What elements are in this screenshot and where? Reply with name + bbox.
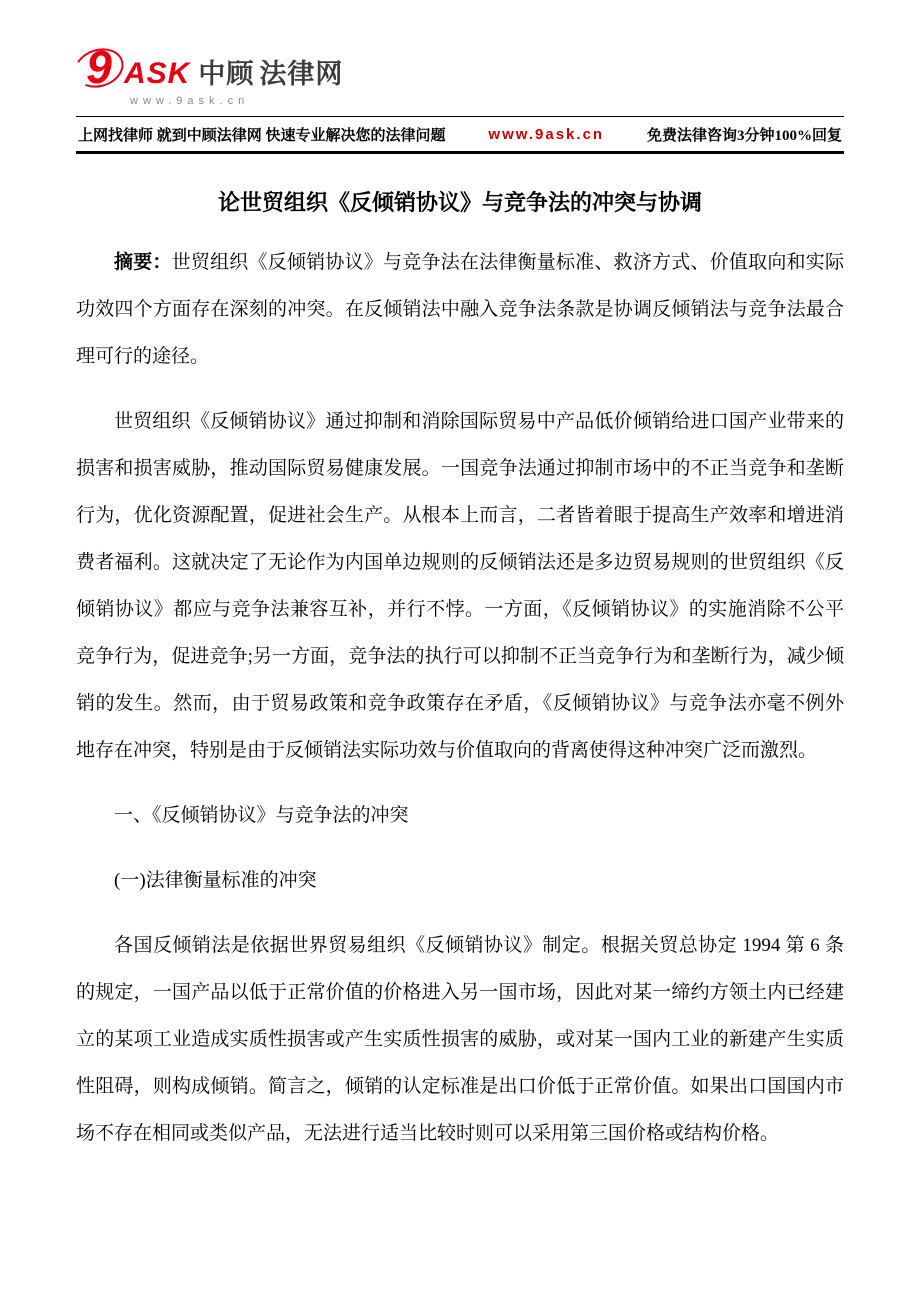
tagline-website-link[interactable]: www.9ask.cn: [488, 126, 605, 143]
article-title: 论世贸组织《反倾销协议》与竞争法的冲突与协调: [217, 190, 702, 215]
logo-ask-text: ASK: [124, 57, 191, 90]
abstract-text: 世贸组织《反倾销协议》与竞争法在法律衡量标准、救济方式、价值取向和实际功效四个方面存在深刻的冲突。在反倾销法中融入竞争法条款是协调反倾销法与竞争法最合理可行的途径。: [76, 252, 844, 367]
site-logo[interactable]: [76, 42, 343, 107]
logo-row: [76, 42, 343, 92]
logo-9-icon: [76, 42, 122, 92]
abstract-paragraph: [76, 239, 844, 380]
standard-conflict-paragraph: 各国反倾销法是依据世界贸易组织《反倾销协议》制定。根据关贸总协定 1994 第 6 条的规定，一国产品以低于正常价值的价格进入另一国市场，因此对某一缔约方领土内已经建立的某项工业造成实质性损害或产生实质性损害的威胁，或对某一国内工业的新建产生实质性阻碍，则构成倾销。简言之，倾销的认定标准是出口价低于正常价值。如果出口国国内市场不存在相同或类似产品，无法进行适当比较时则可以采用第三国价格或结构价格。: [76, 935, 844, 1144]
section-heading: 一、《反倾销协议》与竞争法的冲突: [114, 805, 409, 826]
article-body: [76, 186, 844, 1157]
logo-brand-law: 法律网: [259, 59, 344, 89]
tagline-left-text: 上网找律师 就到中顾法律网 快速专业解决您的法律问题: [78, 128, 446, 144]
subsection-heading: (一)法律衡量标准的冲突: [114, 870, 317, 891]
header-divider-bottom: [76, 151, 844, 154]
logo-website-url[interactable]: www.9ask.cn: [130, 95, 250, 107]
header-tagline-bar: [76, 117, 844, 151]
site-header: [76, 42, 844, 154]
abstract-label: 摘要：: [114, 252, 172, 273]
logo-brand-cn: 中顾: [198, 59, 255, 89]
tagline-right-text: 免费法律咨询3分钟100%回复: [646, 128, 842, 144]
logo-nine-text: 9: [86, 41, 112, 93]
intro-paragraph: 世贸组织《反倾销协议》通过抑制和消除国际贸易中产品低价倾销给进口国产业带来的损害和损害威胁，推动国际贸易健康发展。一国竞争法通过抑制市场中的不正当竞争和垄断行为，优化资源配置，促进社会生产。从根本上而言，二者皆着眼于提高生产效率和增进消费者福利。这就决定了无论作为内国单边规则的反倾销法还是多边贸易规则的世贸组织《反倾销协议》都应与竞争法兼容互补，并行不悖。一方面，《反倾销协议》的实施消除不公平竞争行为，促进竞争;另一方面，竞争法的执行可以抑制不正当竞争行为和垄断行为，减少倾销的发生。然而，由于贸易政策和竞争政策存在矛盾，《反倾销协议》与竞争法亦毫不例外地存在冲突，特别是由于反倾销法实际功效与价值取向的背离使得这种冲突广泛而激烈。: [76, 411, 844, 761]
